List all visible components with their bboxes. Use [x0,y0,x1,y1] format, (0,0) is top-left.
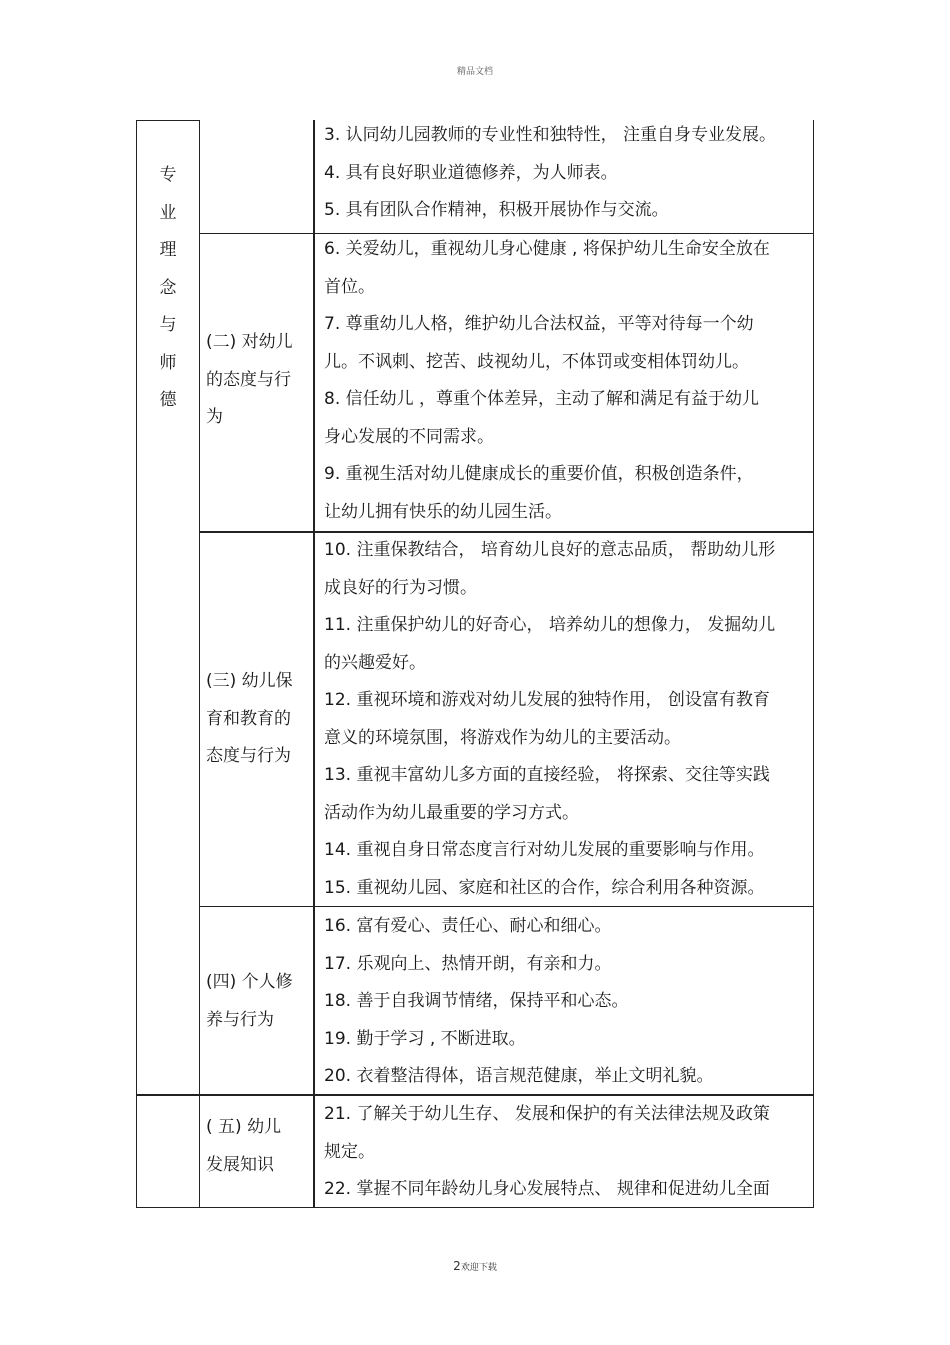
item-line: 首位。 [324,276,375,297]
section-title-char: 师 [159,352,177,373]
item-line: 11. 注重保护幼儿的好奇心， 培养幼儿的想像力， 发掘幼儿 [324,615,776,635]
table-top-border [136,120,200,121]
item-line: 6. 关爱幼儿，重视幼儿身心健康 , 将保护幼儿生命安全放在 [324,239,770,259]
row-2-items [324,231,806,531]
item-line: 20. 衣着整洁得体，语言规范健康，举止文明礼貌。 [324,1066,714,1086]
row-4-items [324,908,806,1096]
item-line: 让幼儿拥有快乐的幼儿园生活。 [324,501,562,522]
category-line: (四) 个人修 [206,972,293,992]
item-line: 3. 认同幼儿园教师的专业性和独特性， 注重自身专业发展。 [324,125,777,145]
row-1-items [324,117,806,230]
item-line: 15. 重视幼儿园、家庭和社区的合作，综合利用各种资源。 [324,877,765,898]
item-line: 9. 重视生活对幼儿健康成长的重要价值，积极创造条件， [324,464,754,484]
table-right-border [813,120,814,1208]
category-line: 的态度与行 [206,369,291,390]
footer-note: 欢迎下载 [460,1263,497,1273]
page-header-note: 精品文档 [456,67,493,77]
item-line: 的兴趣爱好。 [324,652,426,673]
row-3-items [324,532,806,907]
item-line: 17. 乐观向上、热情开朗，有亲和力。 [324,953,612,974]
category-line: 态度与行为 [206,746,291,766]
item-line: 18. 善于自我调节情绪，保持平和心态。 [324,991,629,1011]
standards-table [136,120,814,1208]
row-5-items [324,1096,806,1209]
category-line: ( 五) 幼儿 [206,1117,282,1137]
section-title-char: 德 [159,390,177,410]
page-footer [0,1259,950,1273]
category-line: 发展知识 [206,1154,274,1175]
item-line: 儿。不讽刺、挖苦、歧视幼儿，不体罚或变相体罚幼儿。 [324,351,749,372]
item-line: 5. 具有团队合作精神，积极开展协作与交流。 [324,200,669,220]
item-line: 意义的环境氛围，将游戏作为幼儿的主要活动。 [324,727,681,748]
section-title-char: 理 [159,240,177,260]
section-title-char: 专 [159,165,177,185]
item-line: 8. 信任幼儿 ，尊重个体差异，主动了解和满足有益于幼儿 [324,389,760,409]
item-line: 13. 重视丰富幼儿多方面的直接经验， 将探索、交往等实践 [324,765,770,785]
category-4 [206,964,310,1039]
item-line: 19. 勤于学习 , 不断进取。 [324,1028,526,1049]
item-line: 7. 尊重幼儿人格，维护幼儿合法权益，平等对待每一个幼 [324,314,754,334]
category-line: 养与行为 [206,1009,274,1030]
section-title-vertical [136,157,200,420]
category-3 [206,663,310,776]
item-line: 10. 注重保教结合， 培育幼儿良好的意志品质， 帮助幼儿形 [324,540,776,560]
item-line: 21. 了解关于幼儿生存、 发展和保护的有关法律法规及政策 [324,1104,770,1124]
category-line: (二) 对幼儿 [206,332,293,352]
item-line: 成良好的行为习惯。 [324,577,477,598]
page-number: 2 [453,1259,461,1273]
item-line: 22. 掌握不同年龄幼儿身心发展特点、 规律和促进幼儿全面 [324,1179,770,1199]
item-line: 12. 重视环境和游戏对幼儿发展的独特作用， 创设富有教育 [324,690,770,710]
category-5 [206,1109,310,1184]
item-line: 4. 具有良好职业道德修养，为人师表。 [324,162,618,183]
item-line: 身心发展的不同需求。 [324,426,494,447]
item-line: 规定。 [324,1141,375,1162]
category-line: (三) 幼儿保 [206,671,293,691]
category-2 [206,324,310,437]
section-title-char: 与 [159,315,177,335]
section-title-char: 业 [159,202,177,223]
table-column-divider-2 [313,120,315,1208]
category-line: 育和教育的 [206,708,291,729]
item-line: 活动作为幼儿最重要的学习方式。 [324,802,579,823]
item-line: 16. 富有爱心、责任心、耐心和细心。 [324,916,612,936]
item-line: 14. 重视自身日常态度言行对幼儿发展的重要影响与作用。 [324,840,765,860]
category-line: 为 [206,407,223,427]
section-title-char: 念 [159,277,177,298]
